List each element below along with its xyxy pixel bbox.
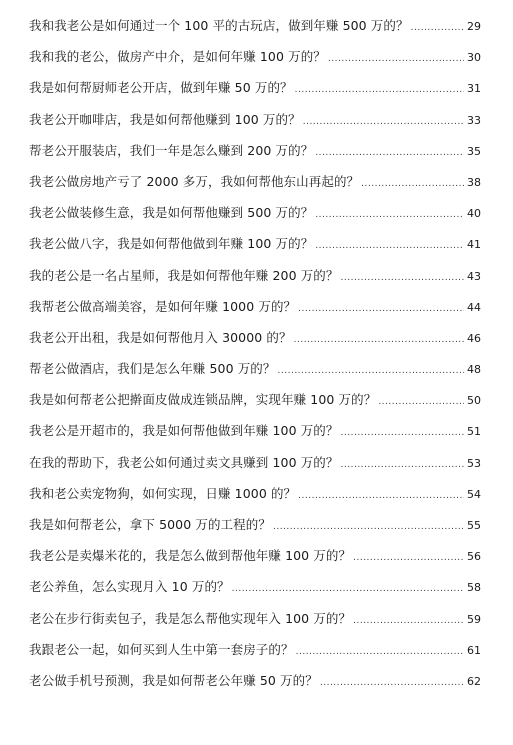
toc-leader-dots (294, 325, 464, 356)
toc-entry-title: 在我的帮助下，我老公如何通过卖文具赚到 100 万的？ (29, 454, 339, 470)
toc-leader-dots (341, 450, 464, 481)
toc-entry-page: 41 (467, 238, 481, 252)
toc-entry[interactable] (29, 322, 481, 353)
toc-entry-page: 56 (467, 550, 481, 564)
toc-entry-title: 老公做手机号预测，我是如何帮老公年赚 50 万的？ (29, 672, 318, 688)
toc-entry-page: 31 (467, 82, 481, 96)
toc-entry-page: 59 (467, 612, 481, 626)
toc-entry-page: 38 (467, 175, 481, 189)
toc-leader-dots (378, 387, 464, 418)
toc-entry-title: 老公在步行街卖包子，我是怎么帮他实现年入 100 万的？ (29, 610, 352, 626)
toc-leader-dots (278, 356, 464, 387)
toc-entry-page: 50 (467, 394, 481, 408)
toc-entry[interactable] (29, 603, 481, 634)
toc-entry-page: 40 (467, 207, 481, 221)
toc-leader-dots (315, 231, 464, 262)
toc-entry-title: 我跟老公一起，如何买到人生中第一套房子的？ (29, 641, 294, 657)
toc-entry-title: 我老公是卖爆米花的，我是怎么做到帮他年赚 100 万的？ (29, 548, 352, 564)
toc-entry[interactable] (29, 10, 481, 41)
toc-entry-page: 33 (467, 113, 481, 127)
toc-entry-page: 51 (467, 425, 481, 439)
toc-entry[interactable] (29, 384, 481, 415)
toc-entry-page: 29 (467, 20, 481, 33)
toc-entry-title: 我老公开咖啡店，我是如何帮他赚到 100 万的？ (29, 111, 301, 127)
toc-entry[interactable] (29, 197, 481, 228)
toc-entry-title: 我和老公卖宠物狗，如何实现，日赚 1000 的？ (29, 485, 297, 501)
toc-entry[interactable] (29, 540, 481, 571)
toc-leader-dots (353, 543, 464, 574)
toc-entry-title: 我老公做装修生意，我是如何帮他赚到 500 万的？ (29, 205, 314, 221)
toc-leader-dots (232, 574, 464, 605)
toc-entry-page: 30 (467, 51, 481, 65)
toc-entry-page: 54 (467, 487, 481, 501)
toc-entry[interactable] (29, 104, 481, 135)
toc-entry[interactable] (29, 447, 481, 478)
toc-entry-title: 老公养鱼，怎么实现月入 10 万的？ (29, 579, 230, 595)
toc-entry[interactable] (29, 72, 481, 103)
toc-leader-dots (361, 169, 464, 200)
toc-entry-title: 我老公是开超市的，我是如何帮他做到年赚 100 万的？ (29, 423, 339, 439)
toc-entry[interactable] (29, 665, 481, 696)
toc-entry[interactable] (29, 166, 481, 197)
toc-leader-dots (320, 668, 464, 699)
toc-leader-dots (411, 13, 464, 44)
toc-leader-dots (296, 637, 464, 668)
toc-entry[interactable] (29, 135, 481, 166)
toc-entry-title: 我老公做八字，我是如何帮他做到年赚 100 万的？ (29, 236, 314, 252)
toc-leader-dots (341, 418, 464, 449)
toc-entry-title: 我是如何帮厨师老公开店，做到年赚 50 万的？ (29, 80, 293, 96)
toc-entry[interactable] (29, 291, 481, 322)
toc-leader-dots (298, 481, 464, 512)
toc-entry-title: 我帮老公做高端美容，是如何年赚 1000 万的？ (29, 298, 297, 314)
toc-entry[interactable] (29, 634, 481, 665)
toc-leader-dots (353, 606, 464, 637)
toc-entry-page: 44 (467, 300, 481, 314)
toc-entry-title: 我和我的老公，做房产中介，是如何年赚 100 万的？ (29, 49, 326, 65)
toc-entry[interactable] (29, 509, 481, 540)
toc-leader-dots (341, 263, 464, 294)
toc-entry-page: 48 (467, 363, 481, 377)
toc-entry-page: 53 (467, 456, 481, 470)
toc-entry[interactable] (29, 478, 481, 509)
toc-leader-dots (315, 200, 464, 231)
toc-entry[interactable] (29, 260, 481, 291)
toc-leader-dots (298, 294, 464, 325)
toc-entry-title: 我是如何帮老公，拿下 5000 万的工程的？ (29, 517, 271, 532)
toc-leader-dots (295, 75, 464, 106)
toc-entry-page: 46 (467, 331, 481, 345)
toc-entry-title: 我老公开出租，我是如何帮他月入 30000 的？ (29, 329, 292, 345)
toc-entry-title: 我老公做房地产亏了 2000 多万，我如何帮他东山再起的？ (29, 173, 360, 189)
table-of-contents (29, 10, 481, 696)
toc-entry-page: 43 (467, 269, 481, 283)
toc-leader-dots (303, 107, 464, 138)
toc-leader-dots (273, 512, 464, 543)
toc-entry-title: 帮老公开服装店，我们一年是怎么赚到 200 万的？ (29, 142, 314, 158)
toc-leader-dots (328, 44, 464, 75)
toc-entry[interactable] (29, 353, 481, 384)
toc-entry-title: 帮老公做酒店，我们是怎么年赚 500 万的？ (29, 361, 276, 377)
toc-entry-page: 35 (467, 144, 481, 158)
toc-leader-dots (315, 138, 464, 169)
toc-entry[interactable] (29, 415, 481, 446)
toc-entry-title: 我是如何帮老公把擀面皮做成连锁品牌，实现年赚 100 万的？ (29, 392, 377, 408)
toc-entry-page: 58 (467, 581, 481, 595)
toc-entry-page: 61 (467, 643, 481, 657)
toc-entry[interactable] (29, 228, 481, 259)
toc-entry-page: 62 (467, 674, 481, 688)
toc-entry-page: 55 (467, 519, 481, 532)
toc-entry-title: 我和我老公是如何通过一个 100 平的古玩店，做到年赚 500 万的？ (29, 18, 409, 33)
toc-entry[interactable] (29, 571, 481, 602)
toc-entry-title: 我的老公是一名占星师，我是如何帮他年赚 200 万的？ (29, 267, 339, 283)
toc-entry[interactable] (29, 41, 481, 72)
